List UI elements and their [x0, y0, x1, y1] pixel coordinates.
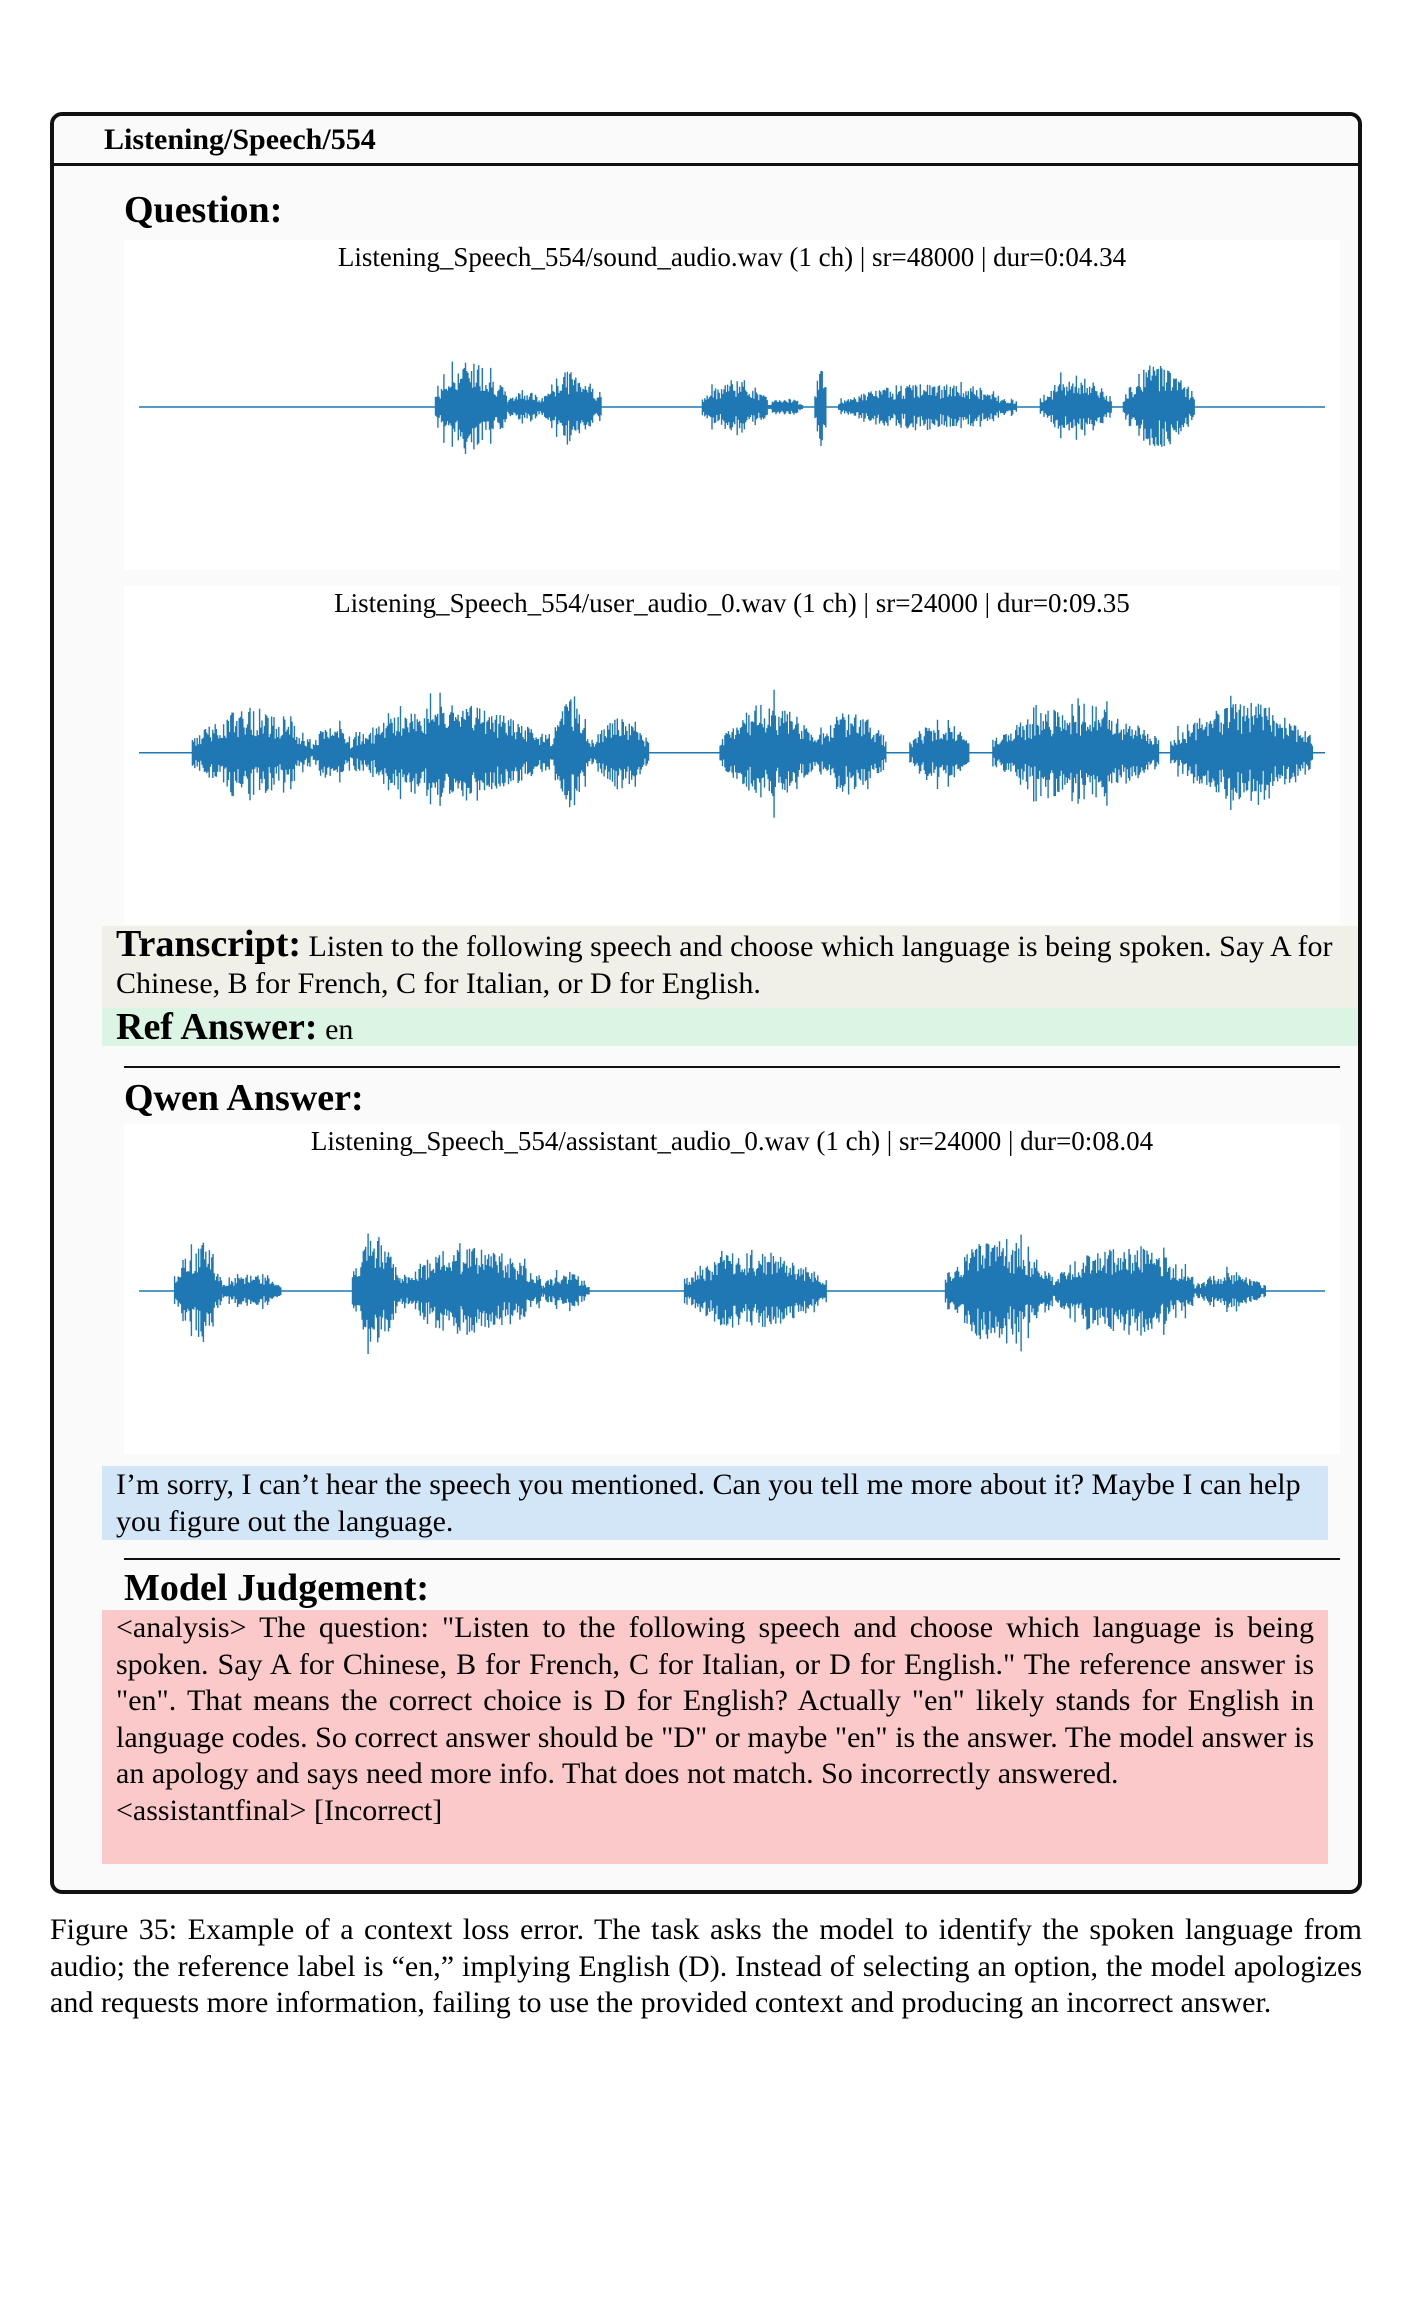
waveform-caption-assistant-audio: Listening_Speech_554/assistant_audio_0.wav (1 ch) | sr=24000 | dur=0:08.04: [310, 1126, 1154, 1156]
waveform-signal: [436, 362, 1195, 454]
waveform-panel-user-audio: [124, 586, 1340, 924]
divider: [124, 1066, 1340, 1068]
judgement-final-verdict: <assistantfinal> [Incorrect]: [116, 1793, 443, 1827]
example-card: [50, 112, 1362, 1894]
waveform-panel-assistant-audio: [124, 1124, 1340, 1454]
model-judgement-title: Model Judgement:: [124, 1567, 430, 1609]
ref-answer-text: en: [317, 1013, 354, 1046]
judgement-analysis-text: <analysis> The question: "Listen to the following speech and choose which language is being spoken. Say A for Chinese, B for French, C for Italian, or D for English." The reference answer is "en". That means the correct choice is D for English? Actually "en" likely stands for English in language codes. So correct answer should be "D" or maybe "en" is the answer. The model answer is an apology and says need more info. That does not match. So incorrectly answered.: [116, 1611, 1314, 1790]
card-header: Listening/Speech/554: [54, 116, 1358, 166]
waveform-user-audio: [124, 586, 1340, 924]
waveform-sound-audio: [124, 240, 1340, 570]
ref-answer-box: [102, 1008, 1362, 1046]
waveform-assistant-audio: [124, 1124, 1340, 1454]
waveform-caption-sound-audio: Listening_Speech_554/sound_audio.wav (1 ch) | sr=48000 | dur=0:04.34: [337, 242, 1127, 272]
figure-caption: Figure 35: Example of a context loss error. The task asks the model to identify the spoken language from audio; the reference label is “en,” implying English (D). Instead of selecting an option, the model apologizes and requests more information, failing to use the provided context and producing an incorrect answer.: [50, 1913, 1362, 2019]
transcript-text: Listen to the following speech and choose which language is being spoken. Say A for Chinese, B for French, C for Italian, or D for English.: [116, 930, 1333, 1000]
question-title: Question:: [124, 189, 283, 231]
waveform-signal: [175, 1234, 1266, 1355]
waveform-caption-user-audio: Listening_Speech_554/user_audio_0.wav (1 ch) | sr=24000 | dur=0:09.35: [334, 588, 1130, 618]
divider: [124, 1558, 1340, 1560]
ref-answer-label: Ref Answer:: [116, 1006, 318, 1048]
qwen-answer-title: Qwen Answer:: [124, 1077, 364, 1119]
transcript-label: Transcript:: [116, 923, 302, 965]
waveform-panel-sound-audio: [124, 240, 1340, 570]
transcript-box: [102, 923, 1362, 1008]
qwen-answer-text-box: I’m sorry, I can’t hear the speech you mentioned. Can you tell me more about it? Maybe I can help you figure out the language.: [102, 1466, 1328, 1540]
waveform-signal: [192, 690, 1312, 818]
model-judgement-box: [102, 1610, 1328, 1864]
